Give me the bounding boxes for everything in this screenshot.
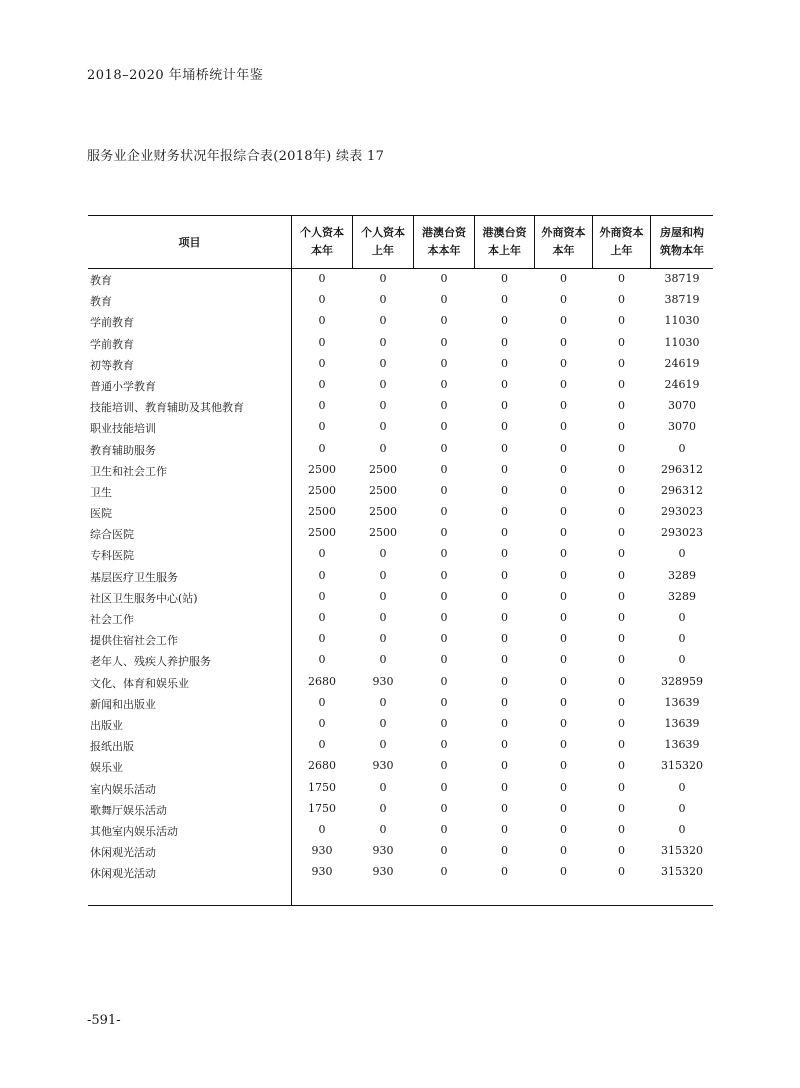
table-row — [88, 502, 713, 523]
table-cell: 0 — [501, 441, 508, 455]
row-label: 医院 — [90, 507, 112, 521]
table-cell: 38719 — [664, 272, 700, 285]
table-row — [88, 566, 713, 587]
table-cell: 0 — [560, 377, 567, 391]
table-cell: 0 — [440, 801, 448, 815]
table-cell: 0 — [501, 865, 508, 879]
table-cell: 0 — [560, 568, 567, 582]
table-cell: 0 — [501, 695, 508, 709]
table-row — [88, 375, 713, 396]
table-cell: 0 — [560, 293, 567, 307]
table-cell: 0 — [318, 314, 326, 328]
header-line: 本上年 — [488, 243, 521, 257]
header-line: 个人资本 — [361, 225, 405, 239]
table-cell: 0 — [440, 822, 448, 836]
table-cell: 0 — [501, 356, 508, 370]
table-cell: 0 — [501, 420, 508, 434]
table-cell: 0 — [678, 441, 686, 455]
row-label: 老年人、残疾人养护服务 — [90, 655, 211, 669]
table-cell: 0 — [560, 801, 567, 815]
table-cell: 13639 — [664, 738, 700, 752]
table-cell: 0 — [501, 632, 508, 646]
page-number: -591- — [87, 1013, 121, 1028]
table-row — [88, 672, 713, 693]
table-cell: 0 — [379, 356, 387, 370]
table-cell: 0 — [618, 420, 625, 434]
table-cell: 0 — [560, 865, 567, 879]
table-cell: 0 — [379, 377, 387, 391]
table-cell: 0 — [318, 568, 326, 582]
row-label: 社会工作 — [90, 613, 134, 626]
table-row — [88, 820, 713, 841]
table-cell: 0 — [440, 844, 448, 858]
table-title: 服务业企业财务状况年报综合表(2018年) 续表 17 — [87, 149, 385, 164]
table-cell: 0 — [318, 716, 326, 730]
table-cell: 0 — [440, 356, 448, 370]
table-cell: 0 — [379, 801, 387, 815]
table-cell: 0 — [560, 611, 567, 624]
table-cell: 0 — [618, 801, 625, 815]
table-cell: 0 — [560, 653, 567, 667]
table-cell: 0 — [560, 335, 567, 349]
row-label: 教育 — [90, 295, 112, 309]
table-cell: 2680 — [308, 674, 336, 688]
table-row — [88, 693, 713, 714]
table-row — [88, 354, 713, 375]
table-cell: 0 — [318, 377, 326, 391]
table-cell: 0 — [618, 653, 625, 667]
header-line: 个人资本 — [300, 225, 344, 239]
table-cell: 0 — [678, 780, 686, 794]
table-row — [88, 396, 713, 417]
table-cell: 0 — [501, 272, 508, 285]
table-row — [88, 799, 713, 820]
table-cell: 0 — [440, 462, 448, 476]
table-cell: 0 — [501, 293, 508, 307]
table-row — [88, 756, 713, 777]
table-cell: 0 — [379, 589, 387, 603]
table-cell: 2500 — [369, 483, 397, 497]
table-cell: 0 — [618, 695, 625, 709]
table-cell: 0 — [379, 568, 387, 582]
table-cell: 0 — [379, 441, 387, 455]
header-item: 项目 — [178, 235, 201, 249]
table-cell: 3289 — [668, 568, 696, 582]
table-cell: 0 — [618, 589, 625, 603]
table-cell: 0 — [318, 653, 326, 667]
table-cell: 3070 — [668, 420, 696, 434]
table-cell: 2680 — [308, 759, 336, 773]
table-cell: 0 — [440, 695, 448, 709]
row-label: 普通小学教育 — [90, 379, 156, 393]
table-cell: 930 — [311, 844, 333, 858]
table-cell: 0 — [618, 632, 625, 646]
table-cell: 0 — [501, 314, 508, 328]
table-cell: 0 — [379, 632, 387, 646]
table-cell: 930 — [372, 759, 394, 773]
table-cell: 13639 — [664, 695, 700, 709]
header-hmt-capital-current — [414, 215, 474, 268]
header-line: 本年 — [311, 243, 333, 257]
table-cell: 0 — [618, 759, 625, 773]
table-cell: 0 — [618, 399, 625, 413]
table-row — [88, 290, 713, 311]
table-cell: 0 — [318, 335, 326, 349]
table-cell: 0 — [440, 483, 448, 497]
table-cell: 0 — [560, 759, 567, 773]
table-cell: 0 — [618, 293, 625, 307]
table-cell: 0 — [618, 780, 625, 794]
table-row — [88, 481, 713, 502]
table-cell: 0 — [618, 716, 625, 730]
table-row — [88, 629, 713, 650]
table-cell: 0 — [560, 844, 567, 858]
header-line: 上年 — [610, 243, 633, 257]
row-label: 教育辅助服务 — [90, 443, 156, 457]
table-cell: 296312 — [661, 462, 703, 476]
table-cell: 0 — [618, 844, 625, 858]
table-cell: 930 — [372, 674, 394, 688]
table-cell: 0 — [440, 759, 448, 773]
table-cell: 0 — [678, 822, 686, 836]
table-cell: 24619 — [664, 356, 700, 370]
table-cell: 0 — [501, 547, 508, 561]
table-cell: 0 — [501, 526, 508, 540]
table-cell: 0 — [379, 314, 387, 328]
table-body — [88, 269, 713, 883]
table-cell: 0 — [560, 695, 567, 709]
table-cell: 0 — [501, 505, 508, 519]
table-cell: 0 — [440, 314, 448, 328]
row-label: 其他室内娱乐活动 — [90, 824, 178, 838]
table-cell: 0 — [379, 547, 387, 561]
header-line: 本本年 — [427, 243, 461, 257]
table-cell: 0 — [379, 399, 387, 413]
table-cell: 2500 — [308, 483, 336, 497]
table-row — [88, 311, 713, 332]
table-cell: 0 — [318, 272, 326, 285]
table-cell: 0 — [440, 420, 448, 434]
table-row — [88, 333, 713, 354]
table-cell: 0 — [501, 738, 508, 752]
table-cell: 0 — [440, 293, 448, 307]
table-cell: 0 — [379, 335, 387, 349]
table-cell: 0 — [318, 420, 326, 434]
table-cell: 0 — [618, 738, 625, 752]
table-cell: 0 — [440, 335, 448, 349]
row-label: 报纸出版 — [90, 740, 134, 754]
table-cell: 0 — [618, 483, 625, 497]
table-cell: 0 — [560, 505, 567, 519]
table-cell: 0 — [618, 441, 625, 455]
table-cell: 0 — [618, 568, 625, 582]
table-cell: 0 — [618, 865, 625, 879]
table-cell: 0 — [440, 505, 448, 519]
header-line: 港澳台资 — [482, 225, 527, 239]
table-cell: 0 — [560, 314, 567, 328]
table-cell: 0 — [618, 822, 625, 836]
table-cell: 0 — [318, 441, 326, 455]
table-cell: 11030 — [664, 335, 700, 349]
table-cell: 0 — [318, 611, 326, 624]
table-cell: 0 — [560, 483, 567, 497]
header-line: 筑物本年 — [660, 243, 704, 257]
table-cell: 1750 — [308, 780, 336, 794]
table-cell: 0 — [501, 611, 508, 624]
table-cell: 315320 — [661, 759, 703, 773]
table-cell: 0 — [440, 674, 448, 688]
header-line: 上年 — [372, 243, 394, 257]
table-cell: 13639 — [664, 716, 700, 730]
table-cell: 0 — [560, 716, 567, 730]
row-label: 职业技能培训 — [90, 422, 156, 436]
table-row — [88, 460, 713, 481]
header-personal-capital-current — [292, 215, 352, 268]
header-line: 房屋和构 — [660, 225, 704, 239]
table-cell: 2500 — [308, 526, 336, 540]
table-bottom-rule — [88, 905, 713, 906]
header-personal-capital-previous — [353, 215, 413, 268]
table-row — [88, 417, 713, 438]
table-cell: 0 — [618, 505, 625, 519]
table-row — [88, 544, 713, 565]
row-label: 教育 — [90, 274, 112, 287]
table-cell: 0 — [618, 356, 625, 370]
table-row — [88, 735, 713, 756]
table-cell: 0 — [618, 314, 625, 328]
header-line: 港澳台资 — [422, 225, 466, 239]
table-cell: 0 — [379, 653, 387, 667]
table-cell: 930 — [372, 844, 394, 858]
table-cell: 0 — [379, 611, 387, 624]
table-cell: 1750 — [308, 801, 336, 815]
row-label: 卫生 — [90, 485, 112, 499]
table-cell: 0 — [318, 589, 326, 603]
table-cell: 0 — [501, 759, 508, 773]
row-label: 社区卫生服务中心(站) — [90, 591, 198, 605]
table-cell: 0 — [379, 822, 387, 836]
table-cell: 0 — [440, 568, 448, 582]
table-cell: 315320 — [661, 844, 703, 858]
table-cell: 0 — [501, 844, 508, 858]
table-cell: 0 — [560, 547, 567, 561]
table-cell: 0 — [560, 526, 567, 540]
row-label: 娱乐业 — [90, 761, 123, 775]
table-cell: 0 — [440, 399, 448, 413]
table-cell: 0 — [678, 611, 686, 624]
table-cell: 315320 — [661, 865, 703, 879]
table-cell: 38719 — [664, 293, 700, 307]
table-cell: 0 — [560, 780, 567, 794]
row-label: 卫生和社会工作 — [90, 464, 167, 478]
table-row — [88, 439, 713, 460]
table-cell: 0 — [560, 632, 567, 646]
row-label: 初等教育 — [90, 358, 134, 372]
header-line: 外商资本 — [599, 225, 644, 239]
row-label: 学前教育 — [90, 337, 134, 351]
table-cell: 0 — [379, 272, 387, 285]
table-cell: 11030 — [664, 314, 700, 328]
table-cell: 0 — [440, 547, 448, 561]
table-cell: 0 — [440, 632, 448, 646]
row-label: 休闲观光活动 — [90, 846, 156, 860]
table-cell: 0 — [678, 801, 686, 815]
table-cell: 0 — [501, 377, 508, 391]
table-cell: 3289 — [668, 589, 696, 603]
table-cell: 0 — [560, 674, 567, 688]
table-cell: 0 — [560, 420, 567, 434]
table-cell: 0 — [560, 356, 567, 370]
table-cell: 0 — [618, 611, 625, 624]
table-cell: 0 — [618, 674, 625, 688]
row-label: 室内娱乐活动 — [90, 782, 156, 796]
table-cell: 0 — [501, 822, 508, 836]
table-cell: 0 — [318, 822, 326, 836]
table-cell: 0 — [440, 526, 448, 540]
table-cell: 0 — [379, 738, 387, 752]
table-cell: 296312 — [661, 483, 703, 497]
table-cell: 0 — [560, 462, 567, 476]
table-cell: 0 — [318, 293, 326, 307]
table-cell: 0 — [318, 695, 326, 709]
table-cell: 0 — [618, 462, 625, 476]
table-cell: 3070 — [668, 399, 696, 413]
table-row — [88, 587, 713, 608]
table-cell: 0 — [618, 272, 625, 285]
header-line: 本年 — [552, 243, 575, 257]
table-cell: 0 — [318, 632, 326, 646]
table-cell: 0 — [501, 674, 508, 688]
table-row — [88, 714, 713, 735]
table-cell: 2500 — [369, 462, 397, 476]
table-cell: 0 — [379, 780, 387, 794]
table-cell: 0 — [501, 801, 508, 815]
row-label: 基层医疗卫生服务 — [90, 570, 178, 584]
table-cell: 0 — [318, 547, 326, 561]
table-cell: 930 — [311, 865, 333, 879]
table-row — [88, 269, 713, 290]
table-cell: 0 — [618, 547, 625, 561]
table-row — [88, 841, 713, 862]
header-foreign-capital-previous — [593, 215, 650, 268]
table-cell: 0 — [379, 716, 387, 730]
table-cell: 0 — [501, 568, 508, 582]
yearbook-header: 2018–2020 年埇桥统计年鉴 — [87, 68, 264, 83]
row-label: 学前教育 — [90, 316, 134, 330]
table-cell: 0 — [618, 526, 625, 540]
table-cell: 0 — [560, 441, 567, 455]
table-cell: 0 — [440, 716, 448, 730]
table-cell: 0 — [440, 589, 448, 603]
row-label: 出版业 — [90, 718, 123, 732]
table-cell: 2500 — [369, 505, 397, 519]
table-cell: 0 — [440, 441, 448, 455]
table-cell: 0 — [501, 780, 508, 794]
table-cell: 0 — [440, 272, 448, 285]
table-cell: 0 — [560, 822, 567, 836]
table-cell: 2500 — [308, 505, 336, 519]
table-cell: 0 — [440, 865, 448, 879]
header-foreign-capital-current — [535, 215, 592, 268]
table-cell: 0 — [440, 738, 448, 752]
row-label: 技能培训、教育辅助及其他教育 — [90, 401, 244, 415]
row-label: 休闲观光活动 — [90, 867, 156, 881]
table-cell: 0 — [560, 399, 567, 413]
table-cell: 0 — [318, 738, 326, 752]
table-cell: 0 — [440, 780, 448, 794]
table-cell: 0 — [440, 611, 448, 624]
table-cell: 0 — [618, 377, 625, 391]
row-label: 综合医院 — [90, 528, 134, 542]
row-label: 专科医院 — [90, 549, 134, 563]
table-cell: 0 — [501, 483, 508, 497]
table-row — [88, 608, 713, 629]
table-row — [88, 862, 713, 883]
table-cell: 0 — [379, 420, 387, 434]
table-cell: 0 — [560, 738, 567, 752]
table-cell: 2500 — [308, 462, 336, 476]
header-line: 外商资本 — [541, 225, 586, 239]
table-cell: 0 — [318, 356, 326, 370]
table-cell: 0 — [678, 632, 686, 646]
table-cell: 0 — [379, 293, 387, 307]
header-buildings-current — [651, 215, 713, 268]
table-cell: 293023 — [661, 505, 703, 519]
table-cell: 2500 — [369, 526, 397, 540]
table-cell: 0 — [501, 399, 508, 413]
table-cell: 0 — [318, 399, 326, 413]
table-cell: 930 — [372, 865, 394, 879]
table-cell: 0 — [440, 377, 448, 391]
row-label: 歌舞厅娱乐活动 — [90, 803, 167, 817]
table-cell: 0 — [618, 335, 625, 349]
table-cell: 0 — [501, 653, 508, 667]
table-cell: 0 — [501, 335, 508, 349]
header-hmt-capital-previous — [475, 215, 534, 268]
table-row — [88, 523, 713, 544]
table-cell: 0 — [560, 589, 567, 603]
table-cell: 0 — [501, 589, 508, 603]
table-row — [88, 778, 713, 799]
table-cell: 24619 — [664, 377, 700, 391]
row-label: 文化、体育和娱乐业 — [90, 676, 189, 690]
table-cell: 0 — [678, 547, 686, 561]
table-cell: 0 — [501, 462, 508, 476]
table-cell: 293023 — [661, 526, 703, 540]
table-cell: 0 — [379, 695, 387, 709]
table-cell: 0 — [560, 272, 567, 285]
row-label: 提供住宿社会工作 — [90, 634, 178, 648]
table-cell: 0 — [440, 653, 448, 667]
table-cell: 0 — [678, 653, 686, 667]
row-label: 新闻和出版业 — [90, 697, 156, 711]
table-cell: 0 — [501, 716, 508, 730]
table-cell: 328959 — [661, 674, 703, 688]
table-row — [88, 650, 713, 671]
